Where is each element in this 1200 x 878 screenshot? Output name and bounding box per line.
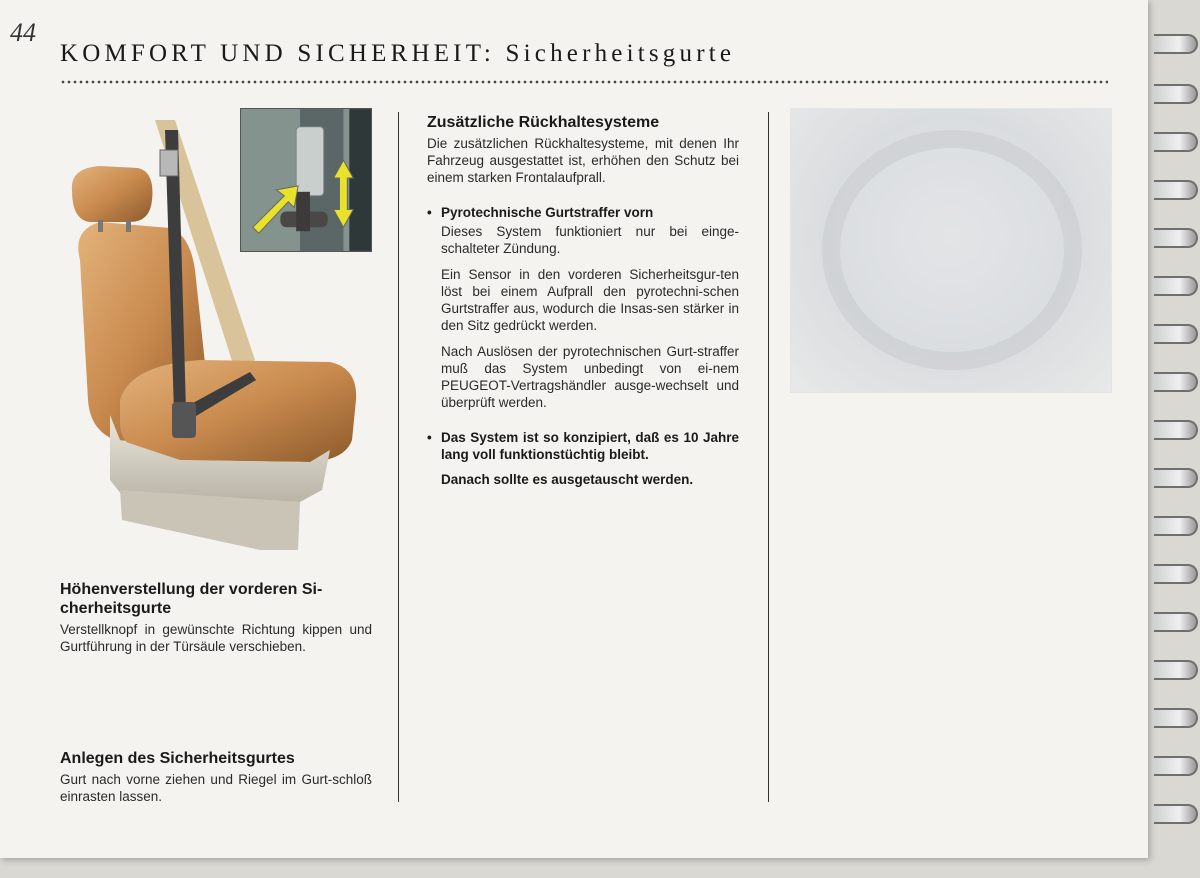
- heading-fasten-belt: Anlegen des Sicherheitsgurtes: [60, 750, 295, 767]
- text-after-deployment: Nach Auslösen der pyrotechnischen Gurt-straffer muß das System unbedingt von ei-nem PEUGEOT-Vertragshändler ausge-wechselt und überprüft werden.: [441, 344, 739, 410]
- spiral-binding: [1148, 0, 1200, 858]
- page-title: KOMFORT UND SICHERHEIT: Sicherheitsgurte: [60, 40, 736, 67]
- text-height-adjustment: Verstellknopf in gewünschte Richtung kippen und Gurtführung in der Türsäule verschieben.: [60, 622, 372, 654]
- text-ignition-condition: Dieses System funktioniert nur bei einge-schalteter Zündung.: [441, 224, 739, 256]
- text-fasten-belt: Gurt nach vorne ziehen und Riegel im Gurt-schloß einrasten lassen.: [60, 772, 372, 804]
- page-number: 44: [10, 18, 36, 47]
- column-divider-right: [768, 112, 769, 802]
- heading-restraint-systems: Zusätzliche Rückhaltesysteme: [427, 114, 660, 131]
- heading-height-adjustment: Höhenverstellung der vorderen Si- cherheitsgurte: [60, 581, 323, 617]
- column-divider-left: [398, 112, 399, 802]
- bullet-ten-year-lifetime: • Das System ist so konzipiert, daß es 10 Jahre lang voll funktionstüchtig bleibt.: [441, 429, 739, 463]
- text-replace-afterwards: Danach sollte es ausgetauscht werden.: [441, 472, 694, 487]
- bleed-through-steering-wheel: [822, 130, 1082, 370]
- text-restraint-intro: Die zusätzlichen Rückhaltesysteme, mit denen Ihr Fahrzeug ausgestattet ist, erhöhen den Schutz bei einem starken Frontalaufprall.: [427, 136, 739, 185]
- dotted-divider: [60, 80, 1108, 84]
- text-sensor-description: Ein Sensor in den vorderen Sicherheitsgur-ten löst bei einem Aufprall den pyrotechni-schen Gurtstraffer aus, wodurch die Insas-sen stärker in den Sitz gedrückt werden.: [441, 267, 739, 333]
- bullet-pyrotechnic-pretensioners: • Pyrotechnische Gurtstraffer vorn: [441, 204, 739, 221]
- belt-height-adjuster-detail: [240, 108, 372, 252]
